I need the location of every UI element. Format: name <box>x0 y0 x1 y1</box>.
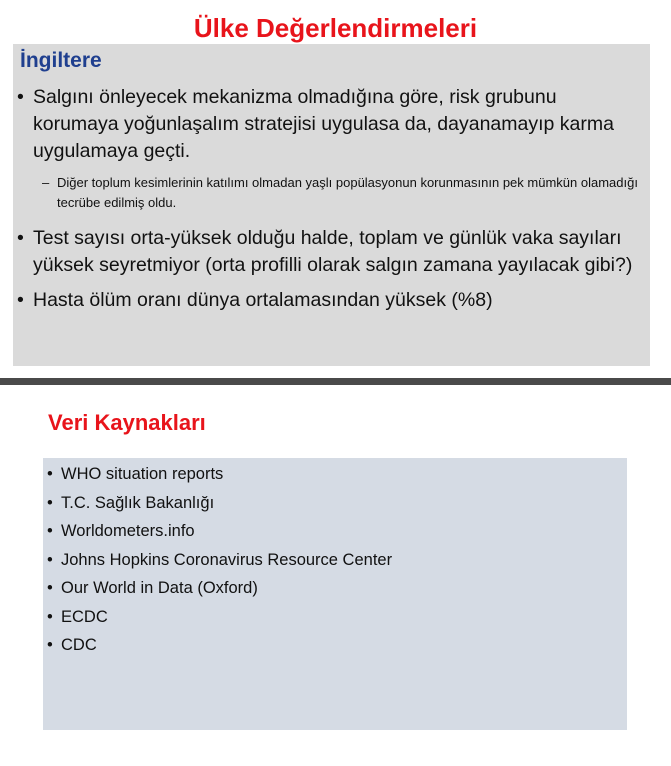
bullet-marker: • <box>47 636 53 654</box>
source-item <box>47 574 392 603</box>
bullet-marker: • <box>47 550 53 569</box>
bullet-marker: • <box>47 465 53 483</box>
bullet-marker: • <box>47 607 53 626</box>
source-text: Johns Hopkins Coronavirus Resource Center <box>61 550 393 569</box>
source-item <box>47 460 392 489</box>
source-text: Worldometers.info <box>61 522 195 540</box>
sources-heading: Veri Kaynakları <box>48 410 206 435</box>
bullet-text: Test sayısı orta-yüksek olduğu halde, toplam ve günlük vaka sayıları yüksek seyretmiyor (orta profilli olarak salgın zamana yayılacak gibi?) <box>33 227 633 276</box>
slide-title: Ülke Değerlendirmeleri <box>193 13 478 43</box>
source-item <box>47 546 392 575</box>
source-text: ECDC <box>61 607 108 626</box>
sources-panel <box>43 458 627 730</box>
bullet-marker: • <box>47 522 53 540</box>
slide-divider <box>0 378 671 385</box>
source-text: WHO situation reports <box>61 465 224 483</box>
bullet-marker: • <box>17 289 24 311</box>
assessment-sub-bullet <box>17 173 645 213</box>
source-item <box>47 603 392 632</box>
bullet-marker: • <box>17 86 24 108</box>
sources-list <box>47 460 392 660</box>
bullet-text: Hasta ölüm oranı dünya ortalamasından yüksek (%8) <box>33 289 493 311</box>
bullet-text: Salgını önleyecek mekanizma olmadığına göre, risk grubunu korumaya yoğunlaşalım stratejisi uygulasa da, dayanamayıp karma uygulamaya geçti. <box>33 86 614 162</box>
assessment-bullet-list <box>17 84 645 322</box>
country-heading: İngiltere <box>20 49 102 72</box>
source-text: CDC <box>61 636 97 654</box>
assessment-bullet <box>17 287 645 314</box>
sub-bullet-text: Diğer toplum kesimlerinin katılımı olmadan yaşlı popülasyonun korunmasının pek mümkün olamadığı tecrübe edilmiş oldu. <box>57 175 638 210</box>
source-text: Our World in Data (Oxford) <box>61 579 258 597</box>
source-item <box>47 517 392 546</box>
dash-marker: – <box>42 175 50 190</box>
bullet-marker: • <box>47 493 53 512</box>
source-item <box>47 489 392 518</box>
country-assessment-panel <box>13 44 650 366</box>
bullet-marker: • <box>17 227 24 249</box>
bullet-marker: • <box>47 579 53 597</box>
source-text: T.C. Sağlık Bakanlığı <box>61 493 215 512</box>
assessment-bullet <box>17 225 645 279</box>
source-item <box>47 631 392 660</box>
assessment-bullet <box>17 84 645 165</box>
